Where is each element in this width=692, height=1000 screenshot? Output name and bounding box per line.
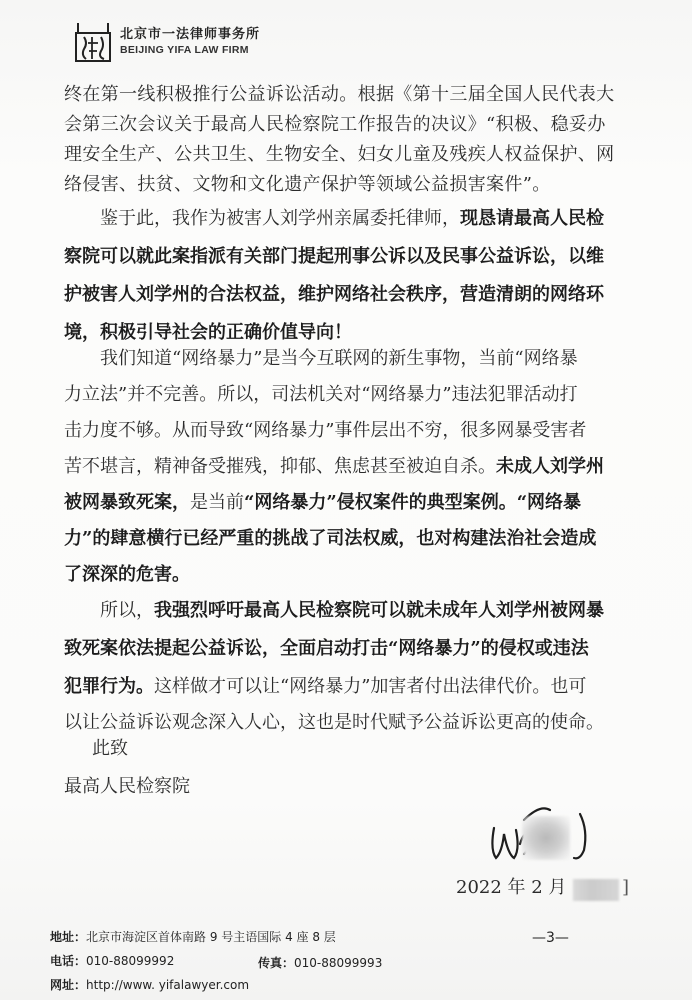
letter-date: 2022 年 2 月 xyxy=(456,877,567,898)
footer-website xyxy=(50,976,249,994)
text-normal: 所以， xyxy=(100,600,154,621)
redacted-date-blur xyxy=(573,879,619,901)
paragraph-2 xyxy=(64,204,624,348)
paragraph-line xyxy=(64,672,624,702)
paragraph-line: 终在第一线积极推行公益诉讼活动。根据《第十三届全国人民代表大 xyxy=(64,84,615,105)
yifa-logo-icon xyxy=(74,21,112,63)
firm-name-cn: 北京市一法律师事务所 xyxy=(120,27,261,42)
phone-label: 电话： xyxy=(50,954,87,968)
salutation: 此致 xyxy=(92,738,128,759)
recipient: 最高人民检察院 xyxy=(64,776,190,797)
letterhead xyxy=(74,18,260,66)
text-bold: 我强烈呼吁最高人民检察院可以就未成年人刘学州被网暴 xyxy=(154,600,604,621)
paragraph-3 xyxy=(64,344,624,590)
paragraph-line: 理安全生产、公共卫生、生物安全、妇女儿童及残疾人权益保护、网 xyxy=(64,144,615,165)
paragraph-line: 了深深的危害。 xyxy=(64,564,190,585)
footer-address xyxy=(50,928,336,946)
paragraph-line: 络侵害、扶贫、文物和文化遗产保护等领域公益损害案件”。 xyxy=(64,174,551,195)
paragraph-4 xyxy=(64,596,624,738)
firm-name xyxy=(120,27,260,57)
text-normal: 这样做才可以让“网络暴力”加害者付出法律代价。也可 xyxy=(154,676,587,697)
firm-name-en: BEIJING YIFA LAW FIRM xyxy=(120,44,249,56)
footer-fax xyxy=(258,954,382,972)
paragraph-line: 护被害人刘学州的合法权益，维护网络社会秩序，营造清朗的网络环 xyxy=(64,284,604,305)
fax-label: 传真： xyxy=(258,956,295,970)
text-normal: 鉴于此，我作为被害人刘学州亲属委托律师， xyxy=(100,208,460,229)
paragraph-line xyxy=(64,488,624,518)
paragraph-line xyxy=(64,452,624,482)
text-bold: 被网暴致死案， xyxy=(64,492,190,513)
paragraph-line xyxy=(64,596,624,626)
text-bold: 现恳请最高人民检 xyxy=(460,208,604,229)
phone-value: 010-88099992 xyxy=(86,954,175,968)
closing xyxy=(64,734,190,802)
redacted-signature-blur xyxy=(522,816,570,860)
paragraph-line: 境，积极引导社会的正确价值导向！ xyxy=(64,322,352,343)
paragraph-line: 会第三次会议关于最高人民检察院工作报告的决议》“积极、稳妥办 xyxy=(64,114,606,135)
paragraph-line: 致死案依法提起公益诉讼，全面启动打击“网络暴力”的侵权或违法 xyxy=(64,638,589,659)
paragraph-line: 以让公益诉讼观念深入人心，这也是时代赋予公益诉讼更高的使命。 xyxy=(64,712,604,733)
paragraph-line: 力”的肆意横行已经严重的挑战了司法权威，也对构建法治社会造成 xyxy=(64,528,597,549)
address-label: 地址： xyxy=(50,930,87,944)
paragraph-1 xyxy=(64,80,624,200)
web-label: 网址： xyxy=(50,978,87,992)
text-bold: 犯罪行为。 xyxy=(64,676,154,697)
paragraph-line: 击力度不够。从而导致“网络暴力”事件层出不穷，很多网暴受害者 xyxy=(64,420,587,441)
footer-phone xyxy=(50,952,174,970)
text-bold: 未成人刘学州 xyxy=(496,456,604,477)
paragraph-line: 力立法”并不完善。所以，司法机关对“网络暴力”违法犯罪活动打 xyxy=(64,384,578,405)
web-value[interactable]: http://www. yifalawyer.com xyxy=(86,978,250,992)
date-tail: ] xyxy=(622,877,630,898)
fax-value: 010-88099993 xyxy=(294,956,383,970)
page-number: —3— xyxy=(532,930,569,946)
address-value: 北京市海淀区首体南路 9 号主语国际 4 座 8 层 xyxy=(86,930,336,944)
text-bold: “网络暴力”侵权案件的典型案例。“网络暴 xyxy=(244,492,582,513)
paragraph-line: 我们知道“网络暴力”是当今互联网的新生事物，当前“网络暴 xyxy=(100,348,578,369)
text-normal: 苦不堪言，精神备受摧残，抑郁、焦虑甚至被迫自杀。 xyxy=(64,456,496,477)
paragraph-line xyxy=(64,204,624,234)
paragraph-line: 察院可以就此案指派有关部门提起刑事公诉以及民事公益诉讼，以维 xyxy=(64,246,604,267)
text-normal: 是当前 xyxy=(190,492,244,513)
